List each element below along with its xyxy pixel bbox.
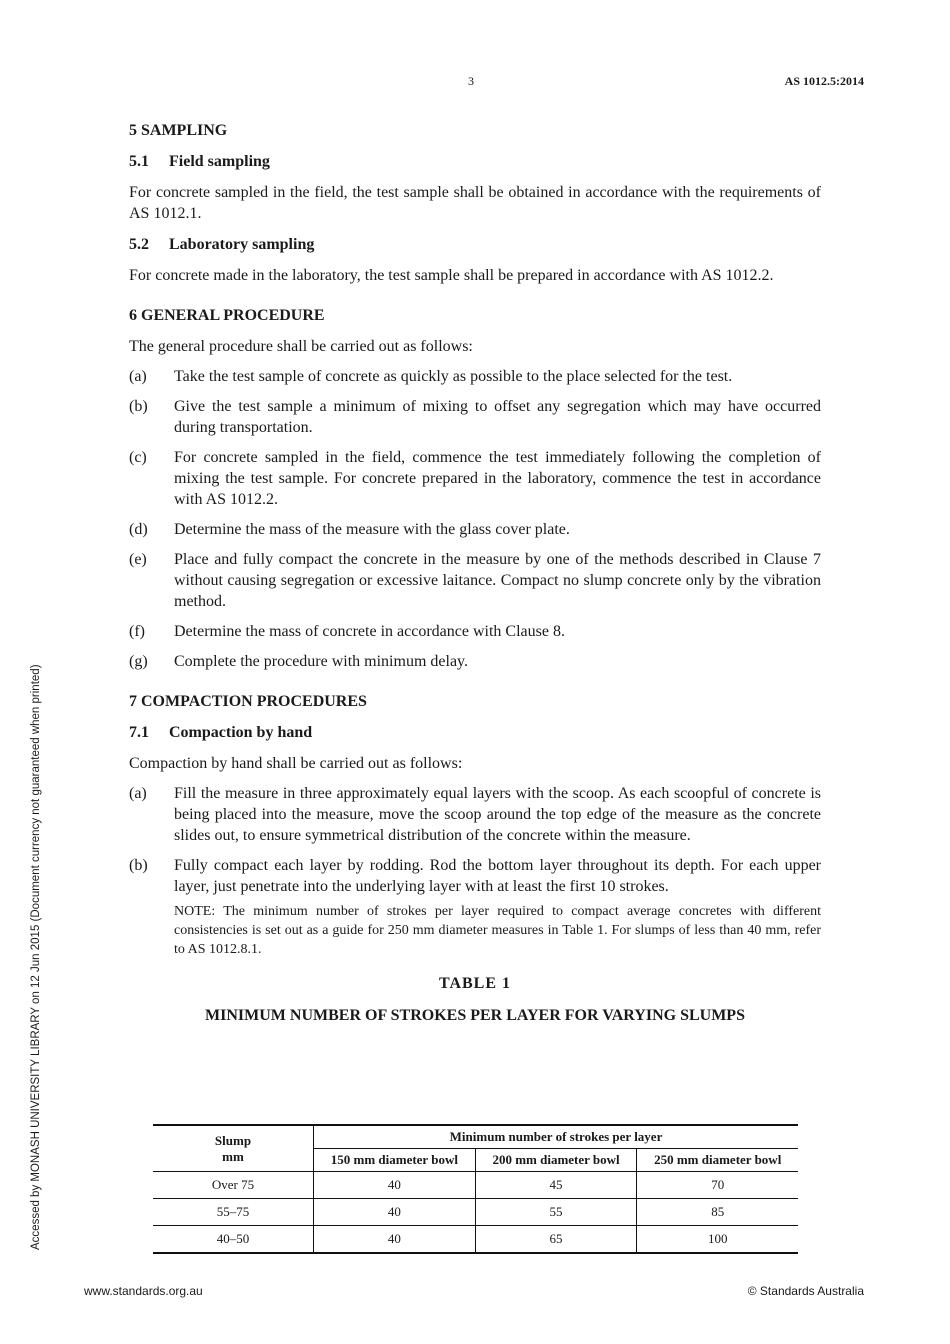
table-title: MINIMUM NUMBER OF STROKES PER LAYER FOR VARYING SLUMPS xyxy=(205,1007,745,1024)
standard-reference: AS 1012.5:2014 xyxy=(784,74,864,88)
list-item: (d) Determine the mass of the measure with the glass cover plate. xyxy=(129,521,570,538)
table-cell: 45 xyxy=(475,1172,637,1199)
clause-5-1-heading: 5.1 Field sampling xyxy=(129,153,270,170)
page-number: 3 xyxy=(468,74,474,88)
section-6-heading: 6 GENERAL PROCEDURE xyxy=(129,307,325,324)
note-text: NOTE: The minimum number of strokes per layer required to compact average concretes with different consistencies is set out as a guide for 250 mm diameter measures in Table 1. For slumps of less than 40 mm, refer to AS 1012.8.1. xyxy=(174,904,821,957)
slump-header: Slump mm xyxy=(153,1125,314,1172)
clause-5-2-heading: 5.2 Laboratory sampling xyxy=(129,236,315,253)
clause-7-1-intro: Compaction by hand shall be carried out as follows: xyxy=(129,755,463,772)
strokes-table xyxy=(153,1124,798,1254)
table-cell: 40 xyxy=(314,1226,476,1254)
page-content xyxy=(129,120,821,1026)
table-cell: 40 xyxy=(314,1199,476,1226)
section-6-intro: The general procedure shall be carried out as follows: xyxy=(129,338,473,355)
clause-5-1-text: For concrete sampled in the field, the test sample shall be obtained in accordance with the requirements of AS 1012.1. xyxy=(129,184,821,222)
section-7-heading: 7 COMPACTION PROCEDURES xyxy=(129,693,367,710)
list-item: (c) For concrete sampled in the field, commence the test immediately following the completion of mixing the test sample. For concrete prepared in the laboratory, commence the test in accordance with AS 1012.2. xyxy=(129,449,821,508)
list-item: (f) Determine the mass of concrete in accordance with Clause 8. xyxy=(129,623,565,640)
list-item: (g) Complete the procedure with minimum delay. xyxy=(129,653,468,670)
table-cell: 85 xyxy=(711,1204,725,1219)
table-cell: 55–75 xyxy=(153,1199,314,1226)
access-side-note: Accessed by MONASH UNIVERSITY LIBRARY on 12 Jun 2015 (Document currency not guaranteed when printed) xyxy=(30,664,42,1250)
clause-7-1-heading: 7.1 Compaction by hand xyxy=(129,724,313,741)
table-cell: Over 75 xyxy=(153,1172,314,1199)
footer-url[interactable]: www.standards.org.au xyxy=(84,1284,203,1298)
table-row xyxy=(153,1199,798,1226)
table-cell: 40 xyxy=(314,1172,476,1199)
table-cell: 70 xyxy=(711,1177,725,1192)
table-cell: 100 xyxy=(707,1231,728,1246)
table-caption: TABLE 1 xyxy=(438,975,512,992)
footer-copyright: © Standards Australia xyxy=(747,1284,864,1298)
list-item: (e) Place and fully compact the concrete in the measure by one of the methods described in Clause 7 without causing segregation or excessive laitance. Compact no slump concrete only by the vibration method. xyxy=(129,551,821,610)
table-cell: 55 xyxy=(475,1199,637,1226)
list-item: (b) Give the test sample a minimum of mixing to offset any segregation which may have occurred during transportation. xyxy=(129,398,821,436)
clause-5-2-text: For concrete made in the laboratory, the test sample shall be prepared in accordance with AS 1012.2. xyxy=(129,267,774,284)
column-header: 250 mm diameter bowl xyxy=(654,1152,782,1167)
group-header: Minimum number of strokes per layer xyxy=(314,1125,799,1149)
list-item: (a) Take the test sample of concrete as quickly as possible to the place selected for the test. xyxy=(129,368,733,385)
table-cell: 65 xyxy=(475,1226,637,1254)
table-cell: 40–50 xyxy=(153,1226,314,1254)
table-row xyxy=(153,1172,798,1199)
column-header: 200 mm diameter bowl xyxy=(475,1149,637,1172)
list-item: (b) Fully compact each layer by rodding. Rod the bottom layer throughout its depth. For each upper layer, just penetrate into the underlying layer with at least the first 10 strokes. xyxy=(129,857,821,895)
column-header: 150 mm diameter bowl xyxy=(314,1149,476,1172)
list-item: (a) Fill the measure in three approximately equal layers with the scoop. As each scoopful of concrete is being placed into the measure, move the scoop around the top edge of the measure as the concrete slides out, to ensure symmetrical distribution of the concrete within the measure. xyxy=(129,785,821,844)
table-row xyxy=(153,1226,798,1254)
section-5-heading: 5 SAMPLING xyxy=(129,122,228,139)
